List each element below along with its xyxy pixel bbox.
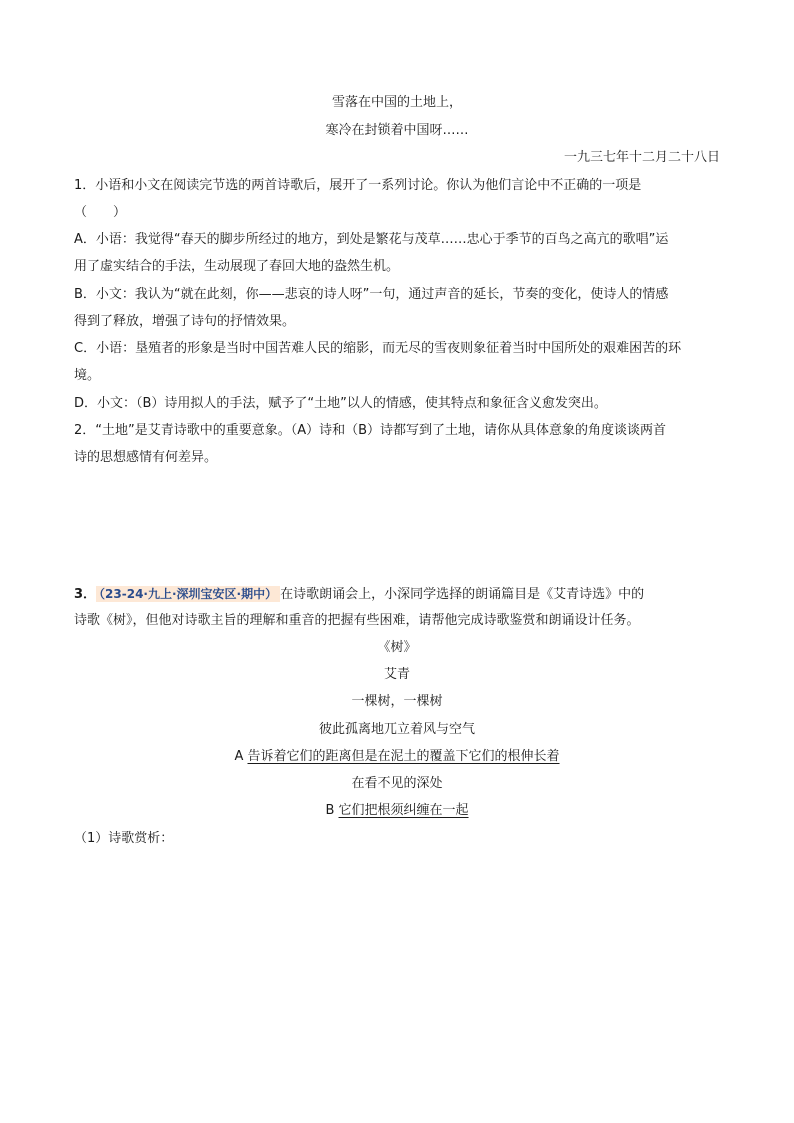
poem-line-1: 一棵树，一棵树 [351, 694, 443, 709]
poem-line-2: 彼此孤离地兀立着风与空气 [318, 722, 475, 737]
question-3-line-1 [74, 585, 644, 604]
question-3-number: 3． [74, 587, 97, 602]
option-d: D．小文：（B）诗用拟人的手法，赋予了“土地”以人的情感，使其特点和象征含义愈发突出。 [74, 396, 607, 411]
option-b-line-1: B．小文：我认为“就在此刻，你——悲哀的诗人呀”一句，通过声音的延长，节奏的变化，使诗人的情感 [74, 287, 669, 302]
question-2-line-2: 诗的思想感情有何差异。 [74, 450, 218, 465]
option-a-line-2: 用了虚实结合的手法，生动展现了春回大地的盎然生机。 [74, 259, 400, 274]
question-1-stem: 1．小语和小文在阅读完节选的两首诗歌后，展开了一系列讨论。你认为他们言论中不正确的一项是 [74, 178, 642, 193]
marker-a: A [234, 749, 248, 764]
poem-line-4: 在看不见的深处 [351, 776, 443, 791]
question-1-blank: （ ） [74, 205, 127, 220]
question-3-text: 在诗歌朗诵会上，小深同学选择的朗诵篇目是《艾青诗选》中的 [280, 587, 645, 602]
option-a-line-1: A．小语：我觉得“春天的脚步所经过的地方，到处是繁花与茂草……忠心于季节的百鸟之高亢的歌唱”运 [74, 232, 669, 247]
question-3-line-2: 诗歌《树》，但他对诗歌主旨的理解和重音的把握有些困难，请帮他完成诗歌鉴赏和朗诵设计任务。 [74, 613, 640, 628]
poem-line-3 [0, 748, 794, 766]
marker-b: B [325, 803, 339, 818]
poem-date: 一九三七年十二月二十八日 [563, 150, 720, 165]
poem-author: 艾青 [383, 667, 410, 682]
underlined-line-b: 它们把根须纠缠在一起 [338, 803, 469, 818]
poem-line-5 [0, 802, 794, 820]
poem-ending-line-2: 寒冷在封锁着中国呀…… [325, 123, 469, 138]
question-2-line-1: 2．“土地”是艾青诗歌中的重要意象。（A）诗和（B）诗都写到了土地，请你从具体意象的角度谈谈两首 [74, 423, 667, 438]
option-c-line-2: 境。 [74, 368, 101, 383]
option-c-line-1: C．小语：垦殖者的形象是当时中国苦难人民的缩影，而无尽的雪夜则象征着当时中国所处的艰难困苦的环 [74, 341, 682, 356]
sub-question-1: （1）诗歌赏析： [74, 831, 174, 846]
underlined-line-a: 告诉着它们的距离但是在泥土的覆盖下它们的根伸长着 [247, 749, 560, 764]
option-b-line-2: 得到了释放，增强了诗句的抒情效果。 [74, 314, 296, 329]
poem-ending-line-1: 雪落在中国的土地上， [331, 95, 462, 110]
source-tag: （23-24·九上·深圳宝安区·期中） [96, 586, 280, 602]
poem-title: 《树》 [377, 640, 417, 655]
